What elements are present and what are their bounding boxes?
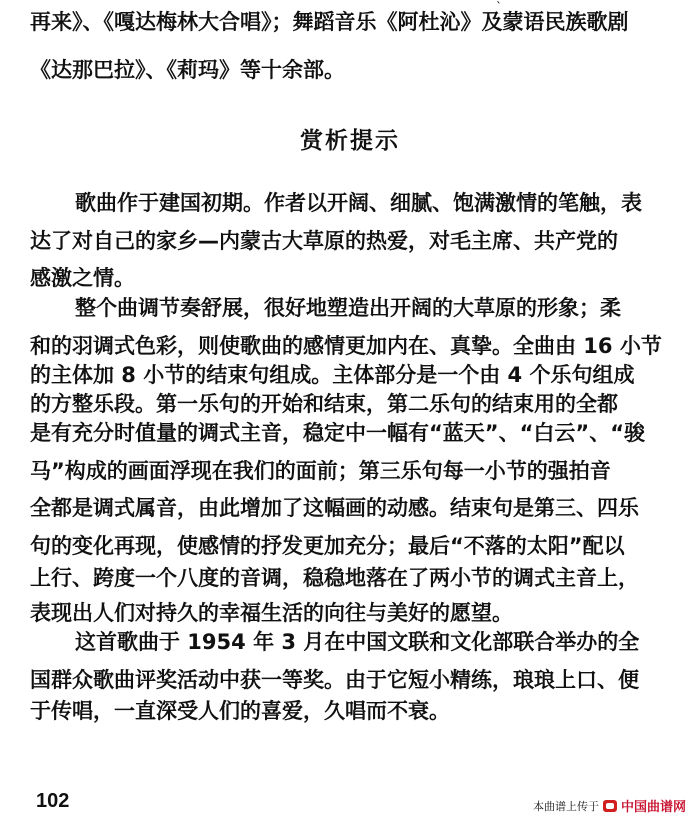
paragraph-line: 全都是调式属音，由此增加了这幅画的动感。结束句是第三、四乐: [30, 496, 639, 520]
site-logo-icon: [603, 800, 617, 812]
paragraph-line: 国群众歌曲评奖活动中获一等奖。由于它短小精练，琅琅上口、便: [30, 668, 639, 692]
paragraph-line: 的主体加 8 小节的结束句组成。主体部分是一个由 4 个乐句组成: [30, 363, 635, 387]
paragraph-line: 这首歌曲于 1954 年 3 月在中国文联和文化部联合举办的全: [75, 630, 640, 654]
paragraph-line: 的方整乐段。第一乐句的开始和结束，第二乐句的结束用的全都: [30, 392, 618, 416]
intro-line: 《达那巴拉》、《莉玛》等十余部。: [30, 58, 345, 82]
paragraph-line: 句的变化再现，使感情的抒发更加充分；最后“不落的太阳”配以: [30, 534, 625, 558]
paragraph-line: 马”构成的画面浮现在我们的面前；第三乐句每一小节的强拍音: [30, 459, 611, 483]
paragraph-line: 达了对自己的家乡—内蒙古大草原的热爱，对毛主席、共产党的: [30, 229, 618, 253]
paragraph-line: 上行、跨度一个八度的音调，稳稳地落在了两小节的调式主音上，: [30, 566, 639, 590]
paragraph-line: 感激之情。: [30, 266, 135, 290]
paragraph-line: 表现出人们对持久的幸福生活的向往与美好的愿望。: [30, 601, 513, 625]
source-label: 本曲谱上传于: [532, 799, 599, 813]
page-number: 102: [36, 790, 70, 812]
paragraph-line: 歌曲作于建国初期。作者以开阔、细腻、饱满激情的笔触，表: [75, 191, 642, 215]
section-heading: 赏析提示: [300, 128, 400, 154]
scan-mark: `: [496, 0, 502, 14]
paragraph-line: 整个曲调节奏舒展，很好地塑造出开阔的大草原的形象；柔: [75, 296, 621, 320]
paragraph-line: 和的羽调式色彩，则使歌曲的感情更加内在、真挚。全曲由 16 小节: [30, 334, 662, 358]
source-credit: [533, 796, 686, 815]
intro-line: 再来》、《嘎达梅林大合唱》；舞蹈音乐《阿杜沁》及蒙语民族歌剧: [30, 10, 629, 34]
paragraph-line: 于传唱，一直深受人们的喜爱，久唱而不衰。: [30, 699, 450, 723]
paragraph-line: 是有充分时值量的调式主音，稳定中一幅有“蓝天”、“白云”、“骏: [30, 421, 646, 445]
site-name: 中国曲谱网: [620, 800, 686, 815]
